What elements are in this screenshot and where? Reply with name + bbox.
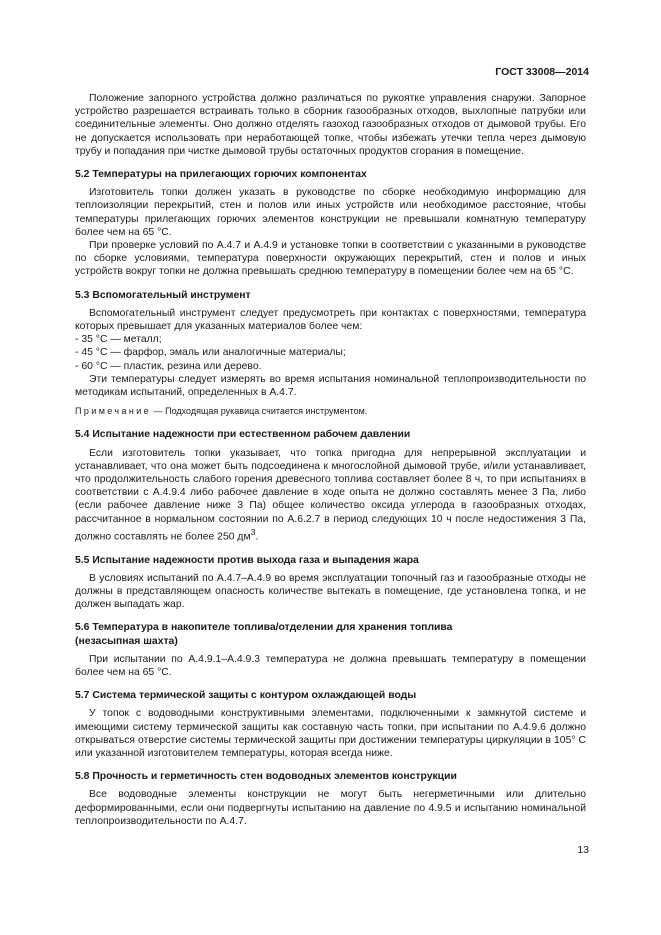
section-5-8-heading: 5.8 Прочность и герметичность стен водоводных элементов конструкции <box>75 771 457 783</box>
page-number: 13 <box>577 844 589 856</box>
temperature-list <box>75 333 586 373</box>
list-item: - 35 °C — металл; <box>75 334 162 346</box>
section-5-7-heading: 5.7 Система термической защиты с контуром охлаждающей воды <box>75 690 417 702</box>
section-5-4-text: Если изготовитель топки указывает, что топка пригодна для непрерывной эксплуатации и устанавливает, что она может быть подсоединена к многослойной дымовой трубе, и/или устанавливает, что продолжительность слабого горения древесного топлива составляет более 8 ч, то при испытаниях в соответствии с А.4.9.4 либо рабочее давление в ходе опыта не должно составлять менее 3 Па, либо (если рабочее давление ниже 3 Па) общее количество оксида углерода в газообразных отходах, рассчитанное в нормальном состоянии по А.6.2.7 в период следующих 10 ч после недостижения 3 Па, должно составлять не более 250 дм <box>75 447 586 543</box>
section-5-4-heading: 5.4 Испытание надежности при естественном рабочем давлении <box>75 429 411 441</box>
intro-paragraph: Положение запорного устройства должно различаться по рукоятке управления снаружи. Запорное устройство разрешается встраивать только в сборник газообразных отходов, выхлопные патрубки или соединительные элементы. Оно должно отделять газоход газообразных отходов от дымовой трубы. Его не допускается использовать при неработающей топке, чтобы избежать утечки тепла через дымовую трубу и попадания при чистке дымовой трубы остаточных продуктов сгорания в помещение. <box>75 93 586 157</box>
period: . <box>255 531 259 543</box>
note-label: Примечание <box>75 406 152 417</box>
section-5-6-heading: 5.6 Температура в накопителе топлива/отделении для хранения топлива <box>75 622 453 634</box>
superscript: 3 <box>250 526 256 537</box>
note <box>75 405 586 418</box>
section-5-6-paragraph: При испытании по А.4.9.1–А.4.9.3 температура не должна превышать температуру в помещении более чем на 65 °C. <box>75 653 586 678</box>
list-item: - 60 °C — пластик, резина или дерево. <box>75 360 262 372</box>
list-item: - 45 °C — фарфор, эмаль или аналогичные материалы; <box>75 347 346 359</box>
section-5-3-heading: 5.3 Вспомогательный инструмент <box>75 289 251 301</box>
standard-header: ГОСТ 33008—2014 <box>495 66 589 78</box>
note-text: — Подходящая рукавица считается инструментом. <box>151 406 368 417</box>
section-5-5-paragraph: В условиях испытаний по А.4.7–А.4.9 во время эксплуатации топочный газ и газообразные отходы не должны в представляющем опасность количестве вытекать в помещение, где установлена топка, и не должен выпадать жар. <box>75 572 586 611</box>
section-5-4-paragraph <box>75 447 586 544</box>
section-5-3-paragraph-2: Эти температуры следует измерять во время испытания номинальной теплопроизводительности по методикам испытаний, определенных в А.4.7. <box>75 373 586 399</box>
section-5-2-paragraph-2: При проверке условий по А.4.7 и А.4.9 и установке топки в соответствии с указанными в руководстве по сборке условиями, температура поверхности окружающих перекрытий, стен и полов и иных устройств вокруг топки не должна превышать среднюю температуру в помещении более чем на 65 °C. <box>75 240 586 278</box>
document-body <box>75 92 586 828</box>
section-5-7-paragraph: У топок с водоводными конструктивными элементами, подключенными к замкнутой системе и имеющими систему термической защиты как составную часть топки, при испытании по А.4.9.6 должно открываться отверстие системы термической защиты при достижении температуры циркуляции в 105° С или указанной изготовителем температуры, которая всегда ниже. <box>75 708 586 759</box>
section-5-8-paragraph: Все водоводные элементы конструкции не могут быть негерметичными или длительно деформированными, если они подвергнуты испытанию на давление по 4.9.5 и испытанию номинальной теплопроизводительности по А.4.7. <box>75 789 586 827</box>
section-5-2-paragraph-1: Изготовитель топки должен указать в руководстве по сборке необходимую информацию для теплоизоляции перекрытий, стен и полов или иных устройств или необходимое расстояние, чтобы температуры прилегающих горючих элементов конструкции не превышали комнатную температуру более чем на 65 °C. <box>75 187 586 238</box>
section-5-2-heading: 5.2 Температуры на прилегающих горючих компонентах <box>75 169 367 181</box>
section-5-6-heading-continued: (незасыпная шахта) <box>75 635 178 647</box>
section-5-3-paragraph-1: Вспомогательный инструмент следует предусмотреть при контактах с поверхностями, температура которых превышает для указанных материалов более чем: <box>75 307 586 333</box>
section-5-5-heading: 5.5 Испытание надежности против выхода газа и выпадения жара <box>75 554 419 566</box>
